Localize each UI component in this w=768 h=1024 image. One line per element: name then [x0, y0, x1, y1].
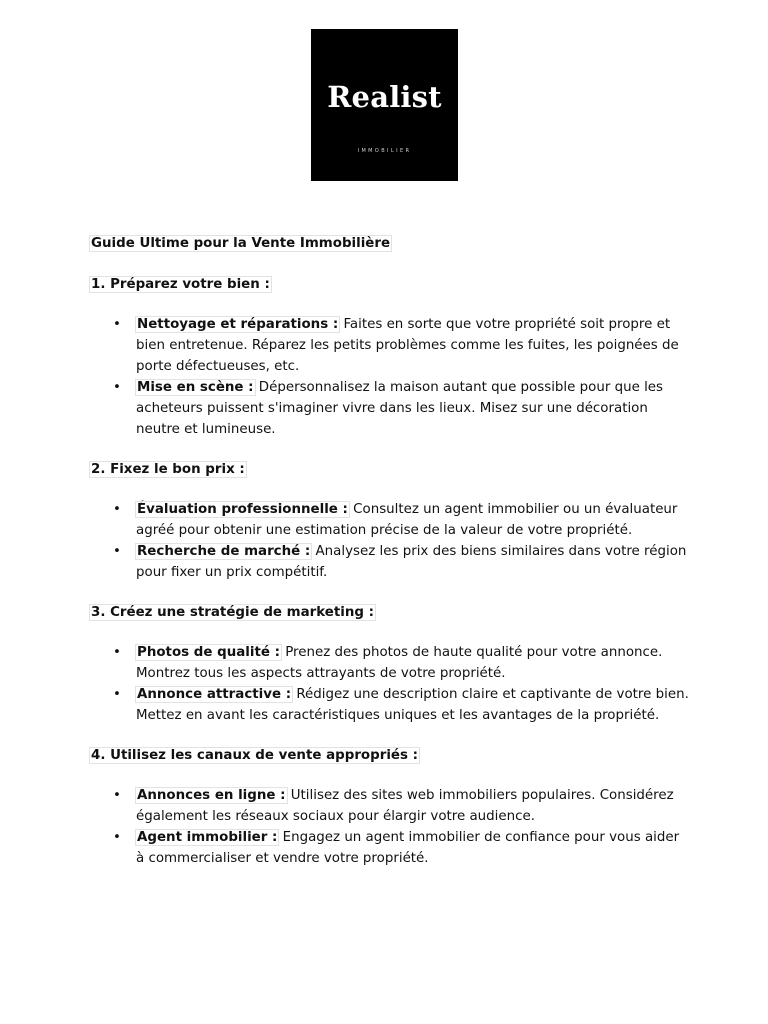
- section-heading: 3. Créez une stratégie de marketing :: [91, 605, 375, 620]
- list-item: [136, 314, 690, 377]
- item-term: Nettoyage et réparations :: [137, 317, 339, 332]
- item-term: Photos de qualité :: [137, 645, 280, 660]
- list-item: [136, 827, 690, 869]
- list-item: [136, 499, 690, 541]
- section-heading-line: [90, 274, 690, 295]
- item-term: Annonces en ligne :: [137, 788, 286, 803]
- item-text: Prenez des photos de haute qualité pour votre annonce. Montrez tous les aspects attrayants de votre propriété.: [136, 645, 663, 681]
- item-term: Évaluation professionnelle :: [137, 502, 348, 517]
- document-body: [90, 233, 690, 888]
- item-text: Consultez un agent immobilier ou un évaluateur agréé pour obtenir une estimation précise de la valeur de votre propriété.: [136, 502, 678, 538]
- section-channels: [90, 745, 690, 869]
- document-title-line: [90, 233, 690, 254]
- bullet-list: [90, 499, 690, 583]
- logo-subtitle: IMMOBILIER: [357, 148, 412, 154]
- logo-wordmark: Realist: [327, 80, 442, 114]
- item-text: Engagez un agent immobilier de confiance pour vous aider à commercialiser et vendre votre propriété.: [136, 830, 680, 866]
- document-title: Guide Ultime pour la Vente Immobilière: [91, 236, 391, 251]
- item-term: Annonce attractive :: [137, 687, 292, 702]
- bullet-list: [90, 642, 690, 726]
- item-text: Rédigez une description claire et captivante de votre bien. Mettez en avant les caractéristiques uniques et les avantages de la propriété.: [136, 687, 689, 723]
- realist-logo: [311, 29, 458, 181]
- list-item: [136, 377, 690, 440]
- section-marketing: [90, 602, 690, 726]
- list-item: [136, 541, 690, 583]
- item-text: Analysez les prix des biens similaires dans votre région pour fixer un prix compétitif.: [136, 544, 687, 580]
- item-text: Utilisez des sites web immobiliers populaires. Considérez également les réseaux sociaux pour élargir votre audience.: [136, 788, 674, 824]
- item-term: Recherche de marché :: [137, 544, 311, 559]
- section-heading-line: [90, 459, 690, 480]
- section-price: [90, 459, 690, 583]
- item-text: Faites en sorte que votre propriété soit propre et bien entretenue. Réparez les petits problèmes comme les fuites, les poignées de porte défectueuses, etc.: [136, 317, 679, 374]
- section-heading-line: [90, 745, 690, 766]
- bullet-list: [90, 314, 690, 440]
- section-heading: 4. Utilisez les canaux de vente appropriés :: [91, 748, 418, 763]
- item-term: Mise en scène :: [137, 380, 254, 395]
- list-item: [136, 642, 690, 684]
- item-text: Dépersonnalisez la maison autant que possible pour que les acheteurs puissent s'imaginer vivre dans les lieux. Misez sur une décoration neutre et lumineuse.: [136, 380, 663, 437]
- list-item: [136, 684, 690, 726]
- section-heading: 2. Fixez le bon prix :: [91, 462, 245, 477]
- section-heading-line: [90, 602, 690, 623]
- section-prepare: [90, 274, 690, 440]
- list-item: [136, 785, 690, 827]
- bullet-list: [90, 785, 690, 869]
- item-term: Agent immobilier :: [137, 830, 278, 845]
- section-heading: 1. Préparez votre bien :: [91, 277, 270, 292]
